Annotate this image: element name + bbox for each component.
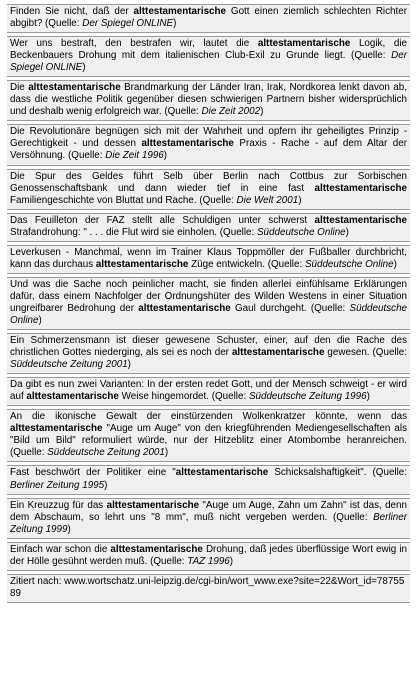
source-suffix: ) <box>298 194 302 206</box>
quote-item <box>7 409 410 462</box>
quote-text-after: "Auge um Auge" von den kriegführenden Mediengesellschaften als "Bild um Bild" reformuliert würde, nur der Hitzeblitz einer Atombombe heranreichen. <box>10 423 407 447</box>
source-prefix: (Quelle: <box>267 258 305 270</box>
quote-item <box>7 498 410 539</box>
source-suffix: ) <box>163 150 168 162</box>
quote-text-before: Fast beschwört der Politiker eine " <box>10 467 176 479</box>
quote-item <box>7 542 410 571</box>
quote-item <box>7 277 410 330</box>
source-name: Süddeutsche Online <box>256 226 346 238</box>
quote-text-before: Die Revolutionäre begnügen sich mit der Wahrheit und opfern ihr geheiligtes Prinzip - Gerechtigkeit - und dessen <box>10 126 407 150</box>
source-name: Der Spiegel ONLINE <box>82 18 174 30</box>
quote-text-after: Familiengeschichte von Bluttat und Rache. <box>10 194 200 206</box>
source-prefix: (Quelle: <box>10 447 48 459</box>
keyword-highlight: alttestamentarische <box>10 423 103 435</box>
quote-text-after: "Auge um Auge, Zahn um Zahn" ist das, denn dem Abschaum, so lehrt uns "8 mm", muß nicht vergeben werden. <box>10 499 407 523</box>
keyword-highlight: alttestamentarische <box>133 6 227 17</box>
source-prefix: (Quelle: <box>211 391 249 403</box>
quote-item <box>7 333 410 374</box>
quote-text-before: Finden Sie nicht, daß der <box>10 6 134 17</box>
quote-text-before: Ein Kreuzzug für das <box>10 499 107 511</box>
quote-item <box>7 36 410 77</box>
source-prefix: (Quelle: <box>372 467 407 479</box>
source-suffix: ) <box>229 555 234 567</box>
quote-item <box>7 169 410 210</box>
source-name: Der Spiegel ONLINE <box>10 50 407 74</box>
quote-text-before: Leverkusen - Manchmal, wenn im Trainer Klaus Toppmöller der Fußballer durchbricht, kann das durchaus <box>10 246 407 270</box>
quote-text-after: Schicksalshaftigkeit". <box>268 467 373 479</box>
source-suffix: ) <box>82 62 86 74</box>
source-suffix: ) <box>127 359 131 371</box>
quote-text-before: Wer uns bestraft, den bestrafen wir, lautet die <box>10 38 258 50</box>
quote-text-before: Die <box>10 82 29 94</box>
quote-text-after: Logik, die Beckenbauers Drohung mit dem italienischen Club-Exil zu Grunde liegt. <box>10 38 407 62</box>
keyword-highlight: alttestamentarische <box>175 467 269 479</box>
source-prefix: (Quelle: <box>68 150 106 162</box>
source-name: Berliner Zeitung 1995 <box>10 479 105 491</box>
citation: Zitiert nach: www.wortschatz.uni-leipzig.de/cgi-bin/wort_www.exe?site=22&Wort_id=7875589 <box>7 574 410 603</box>
source-suffix: ) <box>366 391 370 403</box>
source-suffix: ) <box>164 447 169 459</box>
source-prefix: (Quelle: <box>351 50 392 62</box>
quote-item <box>7 465 410 494</box>
source-suffix: ) <box>38 314 42 326</box>
keyword-highlight: alttestamentarische <box>314 214 407 226</box>
quote-item <box>7 213 410 242</box>
source-name: TAZ 1996 <box>187 555 230 567</box>
source-name: Die Zeit 1996 <box>105 150 164 162</box>
source-suffix: ) <box>173 18 177 30</box>
quote-text-after: Brandmarkung der Länder Iran, Irak, Nordkorea lenkt davon ab, dass die westliche Politik gegenüber diesen schwierigen Partnern bisher widersprüchlich und deshalb wenig erfolgreich war. <box>10 82 407 118</box>
keyword-highlight: alttestamentarische <box>257 38 351 50</box>
keyword-highlight: alttestamentarische <box>138 302 231 314</box>
quote-text-after: Strafandrohung: " . . . die Flut wird sie einholen. <box>10 226 220 238</box>
quote-text-before: Die Spur des Geldes führt Selb über Berlin nach Cottbus zur Sorbischen Genossenschaftsbank und dann wieder tief in eine fast <box>10 170 407 194</box>
source-prefix: (Quelle: <box>310 302 350 314</box>
source-name: Süddeutsche Zeitung 1996 <box>248 391 367 403</box>
quote-list <box>7 4 410 603</box>
quote-text-after: Weise hingemordet. <box>118 391 212 403</box>
quote-text-after: Gott einen ziemlich schlechten Richter abgibt? <box>10 6 407 30</box>
source-prefix: (Quelle: <box>219 226 257 238</box>
source-prefix: (Quelle: <box>164 106 202 118</box>
quote-item <box>7 245 410 274</box>
source-prefix: (Quelle: <box>45 18 83 30</box>
keyword-highlight: alttestamentarische <box>110 543 203 555</box>
source-name: Süddeutsche Zeitung 2001 <box>10 359 128 371</box>
keyword-highlight: alttestamentarische <box>106 499 200 511</box>
quote-text-before: Und was die Sache noch peinlicher macht, sie finden allerlei einfühlsame Erklärungen dafür, dass einem Nachfolger der Ordnungshüter des Wilden Westens in einer Situation ungreifbarer Bedrohung der <box>10 278 407 314</box>
quote-text-after: Praxis - Rache - auf dem Altar der Versöhnung. <box>10 138 407 162</box>
quote-item <box>7 4 410 33</box>
quote-text-before: Das Feuilleton der FAZ stellt alle Schuldigen unter schwerst <box>10 214 315 226</box>
source-name: Süddeutsche Online <box>304 258 394 270</box>
source-prefix: (Quelle: <box>333 511 374 523</box>
source-name: Die Zeit 2002 <box>201 106 261 118</box>
keyword-highlight: alttestamentarische <box>28 82 121 94</box>
keyword-highlight: alttestamentarische <box>141 138 234 150</box>
quote-text-before: Da gibt es nun zwei Varianten: In der ersten redet Gott, und der Mensch schweigt - er wird auf <box>10 379 407 403</box>
source-name: Berliner Zeitung 1999 <box>10 511 408 535</box>
quote-text-after: Gaul durchgeht. <box>230 302 311 314</box>
quote-item <box>7 80 410 121</box>
source-suffix: ) <box>104 479 108 491</box>
keyword-highlight: alttestamentarische <box>95 258 189 270</box>
source-prefix: (Quelle: <box>150 555 188 567</box>
quote-item <box>7 377 410 406</box>
quote-text-after: Drohung, daß jedes überflüssige Wort ewig in der Hölle gesühnt werden muß. <box>10 543 407 567</box>
source-suffix: ) <box>67 523 71 535</box>
source-suffix: ) <box>345 226 349 238</box>
source-name: Die Welt 2001 <box>236 194 299 206</box>
keyword-highlight: alttestamentarische <box>26 391 119 403</box>
quote-text-after: gewesen. <box>324 347 373 359</box>
source-name: Süddeutsche Zeitung 2001 <box>47 447 165 459</box>
quote-text-before: Ein Schmerzensmann ist dieser gewesene Schuster, einer, auf den die Rache des christlichen Gottes niederging, als sei es noch der <box>10 335 407 359</box>
source-suffix: ) <box>260 106 264 118</box>
source-name: Süddeutsche Online <box>10 302 408 326</box>
quote-text-before: Einfach war schon die <box>10 543 111 555</box>
quote-text-after: Züge entwickeln. <box>188 258 268 270</box>
keyword-highlight: alttestamentarische <box>314 182 407 194</box>
keyword-highlight: alttestamentarische <box>231 347 325 359</box>
quote-item <box>7 124 410 165</box>
source-prefix: (Quelle: <box>372 347 407 359</box>
source-suffix: ) <box>393 258 397 270</box>
source-prefix: (Quelle: <box>199 194 237 206</box>
quote-text-before: An die ikonische Gewalt der einstürzenden Wolkenkratzer könnte, wenn das <box>10 411 407 423</box>
